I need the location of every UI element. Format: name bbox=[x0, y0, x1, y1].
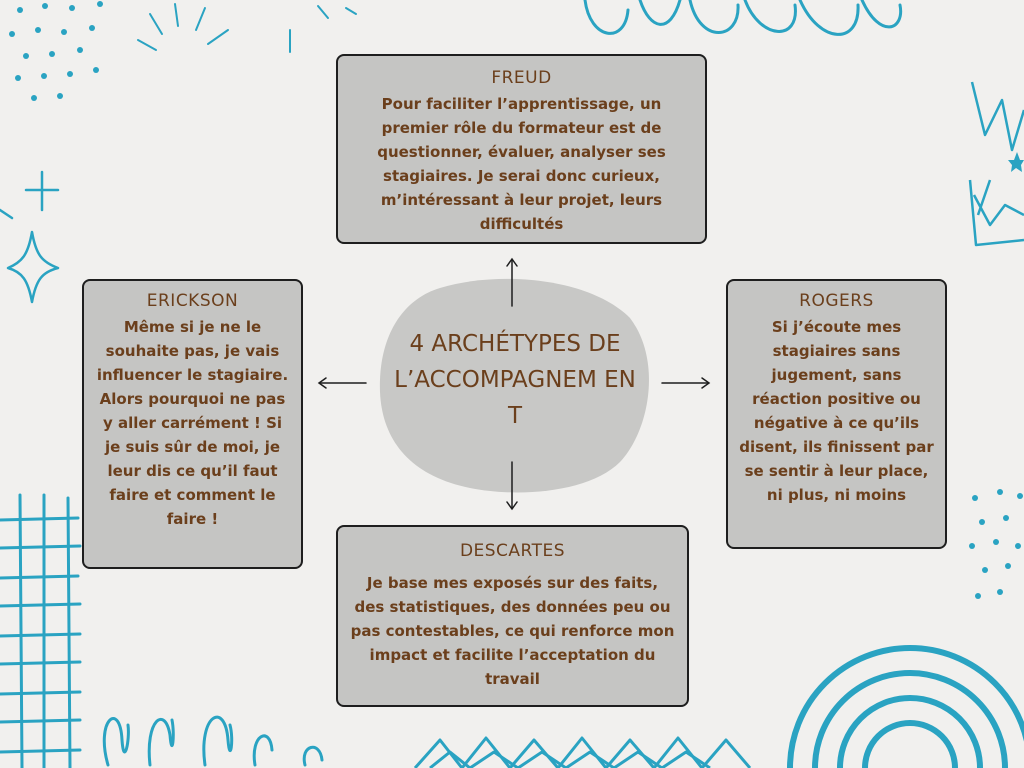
freud-box bbox=[336, 54, 707, 244]
star-icon bbox=[1008, 152, 1024, 172]
grid-pattern-left bbox=[0, 495, 80, 768]
dots-pattern-right bbox=[969, 489, 1023, 599]
descartes-text: Je base mes exposés sur des faits, des statistiques, des données peu ou pas contestables, ce qui renforce mon impact et facilite l’acceptation du travail bbox=[350, 574, 675, 688]
freud-title: FREUD bbox=[491, 68, 552, 88]
scribble-top bbox=[585, 0, 901, 34]
erickson-text: Même si je ne le souhaite pas, je vais influencer le stagiaire. Alors pourquoi ne pas y aller carrément ! Si je suis sûr de moi, je leur dis ce qu’il faut faire et comment le faire ! bbox=[96, 318, 289, 528]
descartes-box bbox=[336, 525, 689, 707]
sparkle-icons bbox=[0, 172, 58, 302]
rainbow-arcs bbox=[790, 648, 1024, 768]
erickson-title: ERICKSON bbox=[146, 291, 239, 311]
loops-bottom-left bbox=[104, 717, 322, 765]
rogers-text: Si j’écoute mes stagiaires sans jugement, sans réaction positive ou négative à ce qu’ils disent, ils finissent par se sentir à leur place, ni plus, ni moins bbox=[739, 318, 934, 504]
sun-rays bbox=[138, 4, 356, 52]
freud-text: Pour faciliter l’apprentissage, un premier rôle du formateur est de questionner, évaluer, analyser ses stagiaires. Je serai donc curieux, m’intéressant à leur projet, leurs difficultés bbox=[377, 95, 666, 233]
center-title: 4 ARCHÉTYPES DE L’ACCOMPAGNEM ENT bbox=[394, 331, 636, 429]
erickson-box bbox=[82, 279, 303, 569]
descartes-title: DESCARTES bbox=[459, 541, 566, 561]
rogers-title: ROGERS bbox=[799, 291, 874, 311]
dots-pattern-top-left bbox=[9, 1, 103, 101]
rogers-box bbox=[726, 279, 947, 549]
